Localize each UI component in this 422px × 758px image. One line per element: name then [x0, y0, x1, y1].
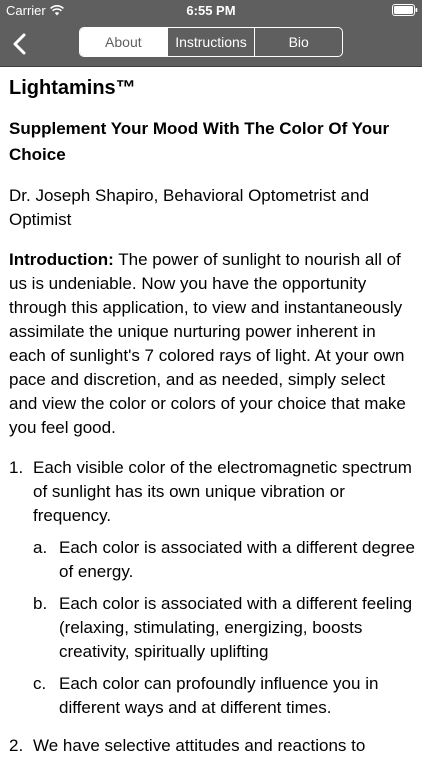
list-marker: 1. — [9, 458, 24, 477]
page-title: Lightamins™ — [9, 77, 136, 99]
sub-item-text: Each color is associated with a different degree of energy. — [59, 538, 415, 581]
segmented-control — [79, 27, 343, 57]
numbered-list — [9, 456, 415, 758]
sub-item-text: Each color is associated with a different feeling (relaxing, stimulating, energizing, boosts creativity, spiritually uplifting — [59, 594, 413, 661]
back-chevron-icon[interactable] — [8, 29, 34, 59]
list-item-text: Each visible color of the electromagnetic spectrum of sunlight has its own unique vibration or frequency. — [33, 458, 412, 525]
sub-list — [33, 536, 415, 720]
about-content — [9, 66, 415, 758]
list-item-1 — [9, 456, 415, 528]
intro-paragraph — [9, 248, 415, 440]
tab-about[interactable]: About — [80, 28, 167, 56]
sub-marker: c. — [33, 674, 47, 693]
list-item-text: We have selective attitudes and reactions to — [33, 736, 366, 755]
sub-item-text: Each color can profoundly influence you in different ways and at different times. — [59, 674, 379, 717]
carrier-label: Carrier — [6, 3, 46, 18]
status-time: 6:55 PM — [186, 3, 236, 18]
intro-label: Introduction: — [9, 250, 114, 269]
tab-bio[interactable]: Bio — [254, 28, 342, 56]
list-item-2 — [9, 734, 415, 758]
sub-item-a — [33, 536, 415, 584]
tab-instructions[interactable]: Instructions — [167, 28, 255, 56]
intro-text: The power of sunlight to nourish all of us is undeniable. Now you have the opportunity through this application, to view and instantaneously assimilate the unique nurturing power inherent in each of sunlight's 7 colored rays of light. At your own pace and discretion, and as needed, simply select and view the color or colors of your choice that make you feel good. — [9, 250, 406, 437]
sub-item-b — [33, 592, 415, 664]
subtitle: Supplement Your Mood With The Color Of Your Choice — [9, 119, 390, 164]
sub-marker: a. — [33, 538, 48, 557]
sub-item-c — [33, 672, 415, 720]
status-bar — [0, 0, 422, 22]
sub-marker: b. — [33, 594, 48, 613]
navigation-bar — [0, 22, 422, 67]
list-marker: 2. — [9, 736, 24, 755]
status-right — [392, 4, 418, 16]
author-line: Dr. Joseph Shapiro, Behavioral Optometrist and Optimist — [9, 186, 370, 229]
battery-icon — [392, 4, 418, 16]
